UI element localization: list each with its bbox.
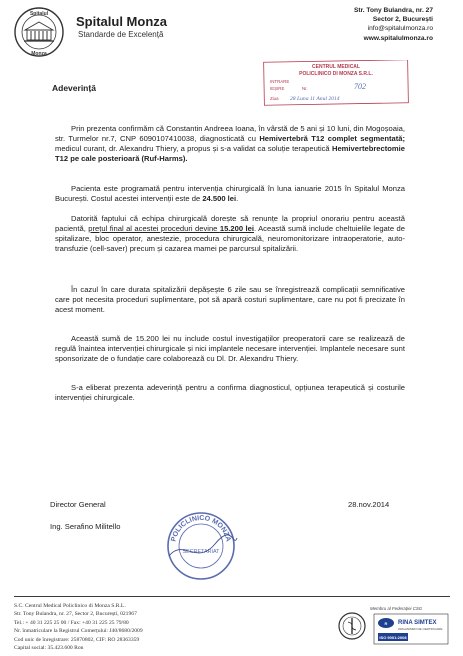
- svg-text:R: R: [384, 621, 388, 626]
- stamp-nr-label: Nr.: [302, 86, 308, 91]
- stamp-outer-text: POLICLINICO MONZA: [170, 514, 232, 543]
- hospital-name: Spitalul Monza: [76, 14, 167, 29]
- footer-company-info: [14, 602, 143, 652]
- document-date: 28.nov.2014: [348, 500, 390, 509]
- p2-text-c: .: [236, 194, 239, 203]
- stamp-inner-text: SECRETARIAT: [182, 549, 220, 555]
- document-title: Adeverință: [52, 83, 96, 93]
- footer-company: S.C. Centrul Medical Policlinico di Monza S.R.L.: [14, 603, 126, 609]
- cert-sub: ORGANISMO DE CERTIFICARE: [398, 627, 443, 631]
- p4-text: În cazul în care durata spitalizării depășește 6 zile sau se înregistrează complicații semnificative care pot necesita proceduri suplimentare, pot să apară costuri suplimentare, care nu pot fi precizate în acest moment.: [55, 285, 405, 314]
- p1-text-a: Prin prezenta confirmăm că Constantin Andreea Ioana, în vârstă de 5 ani și 10 luni, din Mogoșoaia, str. Turmelor nr.7, CNP 6090107410038, diagnosticată cu: [55, 124, 405, 143]
- hospital-logo: [12, 4, 167, 60]
- footer-registry: Nr. înmatriculare la Registrul Comerțului: J40/8680/2009: [14, 628, 143, 635]
- paragraph-4: [55, 285, 405, 315]
- p5-text: Această sumă de 15.200 lei nu include costul investigațiilor preoperatorii care se realizează de regulă înaintea intervenției chirurgicale și nici implantele necesare intervenției. Implantele necesare sunt sponsorizate de o fundație care colaborează cu Dl. Dr. Alexandru Thiery.: [55, 334, 405, 363]
- p1-procedure: Hemivertebrectomie T12 pe cale posterioară (Ruf-Harms).: [55, 144, 405, 163]
- signatory-role: Director General: [50, 500, 106, 509]
- paragraph-2: [55, 184, 405, 204]
- registry-stamp: [262, 60, 412, 106]
- hospital-tagline: Standarde de Excelență: [78, 30, 164, 39]
- paragraph-3: [55, 214, 405, 254]
- svg-text:Spitalul: Spitalul: [29, 11, 49, 17]
- footer-phone: Tel.: + 40 31 225 25 00 / Fax: +40 31 225 25 79/80: [14, 619, 129, 626]
- cert-brand: RINA SIMTEX: [398, 620, 437, 626]
- p3-text-a: Datorită faptului că echipa chirurgicală dorește să renunțe la propriul onorariu pentru această pacientă,: [55, 214, 405, 233]
- p1-text-c: medicul curant, dr. Alexandru Thiery, a propus și s-a validat ca soluție terapeutică: [55, 144, 332, 153]
- footer-street: Str. Tony Bulandra, nr. 27, Sector 2, București, 021967: [14, 611, 137, 618]
- svg-text:POLICLINICO MONZA: [170, 515, 231, 542]
- stamp-date-value: 28 Luna 11 Anul 2014: [290, 96, 340, 102]
- signatory-name: Ing. Serafino Militello: [50, 522, 121, 531]
- p2-cost: 24.500 lei: [202, 194, 237, 203]
- p3-text-d: . Această sumă include cheltuielile legate de spitalizare, bloc operator, anestezie, procedura chirurgicală, neuromonitorizare intraoperatorie, auto-transfuzie (cell-saver) precum și cazarea mamei pe parcursul spitalizării.: [55, 224, 405, 253]
- paragraph-5: [55, 334, 405, 364]
- stamp-iesire: IEȘIRE: [270, 86, 285, 91]
- certification-block: [336, 604, 452, 650]
- stamp-intrare: INTRARE: [270, 79, 290, 84]
- official-stamp: [163, 508, 239, 584]
- hospital-website: www.spitalulmonza.ro: [363, 34, 433, 42]
- address-street: Str. Tony Bulandra, nr. 27: [353, 7, 433, 14]
- footer-divider: [14, 596, 450, 597]
- stamp-ziua-label: Ziua: [270, 96, 279, 101]
- svg-text:Monza: Monza: [31, 51, 47, 57]
- paragraph-6: [55, 383, 405, 403]
- p2-text-a: Pacienta este programată pentru intervenția chirurgicală în luna ianuarie 2015 în Spitalul Monza București. Costul acestei intervenții este de: [55, 184, 405, 203]
- paragraph-1: [55, 124, 405, 164]
- footer-capital: Capital social: 35.423.600 Ron: [14, 645, 84, 652]
- cert-iso: ISO 9001:2008: [379, 635, 407, 640]
- p3-final-cost: 15.200 lei: [219, 224, 254, 233]
- p1-diagnosis: Hemivertebră T12 complet segmentată;: [259, 134, 405, 143]
- hospital-email: info@spitalulmonza.ro: [367, 25, 433, 33]
- footer-codes: Cod unic de înregistrare: 25870802, CIF: RO 28363359: [14, 636, 140, 643]
- p3-text-b: prețul final al acestei proceduri devine: [88, 224, 220, 233]
- stamp-nr-value: 702: [354, 82, 366, 91]
- hospital-seal-icon: [12, 4, 68, 60]
- p6-text: S-a eliberat prezenta adeverință pentru a confirma diagnosticul, opțiunea terapeutică și costurile intervenției chirurgicale.: [55, 383, 405, 402]
- hospital-address: [354, 6, 433, 43]
- address-sector: Sector 2, București: [372, 16, 433, 24]
- federation-text: Membru al Federației CSG: [370, 606, 423, 611]
- stamp-line1: CENTRUL MEDICAL: [312, 64, 360, 70]
- stamp-line2: POLICLINICO DI MONZA S.R.L.: [299, 71, 373, 77]
